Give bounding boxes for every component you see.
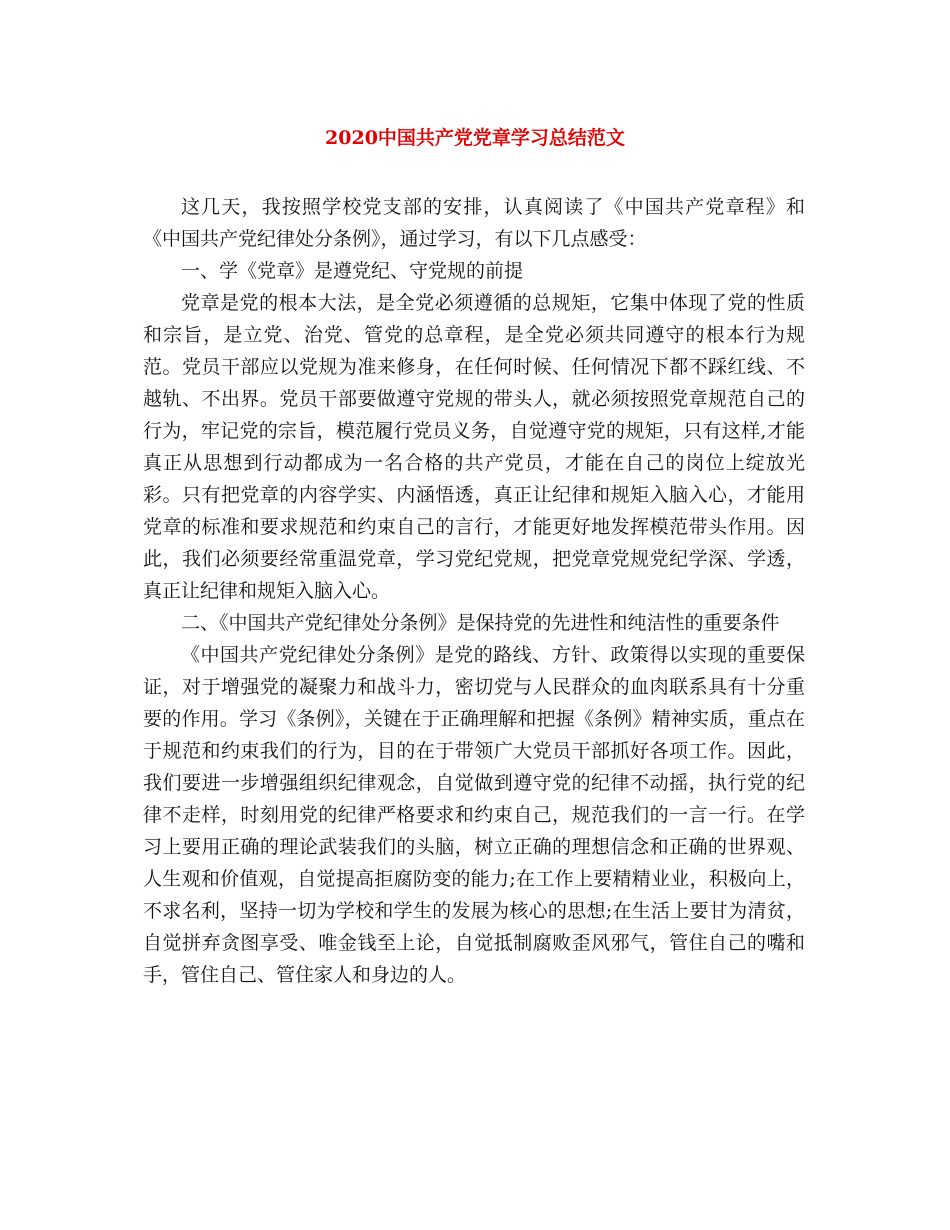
paragraph-section-1: 党章是党的根本大法，是全党必须遵循的总规矩，它集中体现了党的性质和宗旨，是立党、治党、管党的总章程，是全党必须共同遵守的根本行为规范。党员干部应以党规为准来修身，在任何时候、任何情况下都不踩红线、不越轨、不出界。党员干部要做遵守党规的带头人，就必须按照党章规范自己的行为，牢记党的宗旨，模范履行党员义务，自觉遵守党的规矩，只有这样,才能真正从思想到行动都成为一名合格的共产党员，才能在自己的岗位上绽放光彩。只有把党章的内容学实、内涵悟透，真正让纪律和规矩入脑入心，才能用党章的标准和要求规范和约束自己的言行，才能更好地发挥模范带头作用。因此，我们必须要经常重温党章，学习党纪党规，把党章党规党纪学深、学透，真正让纪律和规矩入脑入心。 [143, 292, 805, 602]
document-body [143, 191, 805, 991]
paragraph-intro: 这几天，我按照学校党支部的安排，认真阅读了《中国共产党章程》和《中国共产党纪律处分条例》，通过学习，有以下几点感受： [143, 196, 805, 250]
section-heading-2: 二、《中国共产党纪律处分条例》是保持党的先进性和纯洁性的重要条件 [181, 612, 780, 634]
document-title: 2020中国共产党党章学习总结范文 [325, 127, 625, 149]
section-heading-1: 一、学《党章》是遵党纪、守党规的前提 [181, 260, 524, 282]
paragraph-section-2: 《中国共产党纪律处分条例》是党的路线、方针、政策得以实现的重要保证，对于增强党的凝聚力和战斗力，密切党与人民群众的血肉联系具有十分重要的作用。学习《条例》，关键在于正确理解和把握《条例》精神实质，重点在于规范和约束我们的行为，目的在于带领广大党员干部抓好各项工作。因此，我们要进一步增强组织纪律观念，自觉做到遵守党的纪律不动摇，执行党的纪律不走样，时刻用党的纪律严格要求和约束自己，规范我们的一言一行。在学习上要用正确的理论武装我们的头脑，树立正确的理想信念和正确的世界观、人生观和价值观，自觉提高拒腐防变的能力;在工作上要精精业业，积极向上，不求名利，坚持一切为学校和学生的发展为核心的思想;在生活上要甘为清贫，自觉拼弃贪图享受、唯金钱至上论，自觉抵制腐败歪风邪气，管住自己的嘴和手，管住自己、管住家人和身边的人。 [143, 644, 805, 986]
